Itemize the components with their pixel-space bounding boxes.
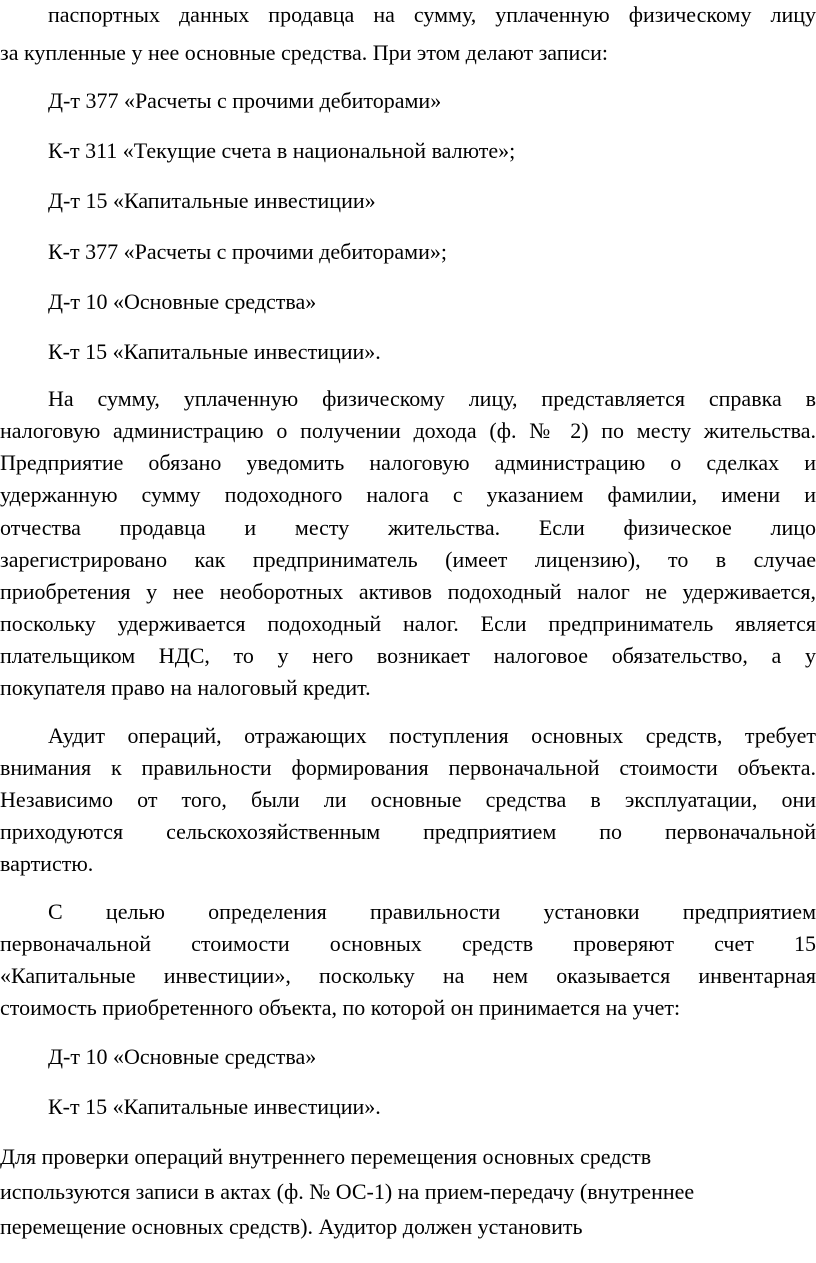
paragraph-line: Предприятие обязано уведомить налоговую администрацию о сделках и [0,450,816,475]
paragraph-line: поскольку удерживается подоходный налог. Если предприниматель является [0,611,816,636]
accounting-entry: К-т 15 «Капитальные инвестиции». [48,1094,381,1119]
accounting-entry: Д-т 15 «Капитальные инвестиции» [48,188,376,213]
paragraph-line: внимания к правильности формирования первоначальной стоимости объекта. [0,755,816,780]
accounting-entry: К-т 15 «Капитальные инвестиции». [48,339,381,364]
paragraph-line: приобретения у нее необоротных активов подоходный налог не удерживается, [0,579,816,604]
paragraph-line: стоимость приобретенного объекта, по которой он принимается на учет: [0,995,681,1020]
paragraph-line: первоначальной стоимости основных средств проверяют счет 15 [0,931,816,956]
accounting-entry: К-т 311 «Текущие счета в национальной валюте»; [48,138,516,163]
accounting-entry: К-т 377 «Расчеты с прочими дебиторами»; [48,239,447,264]
paragraph-line: Аудит операций, отражающих поступления основных средств, требует [48,723,816,748]
accounting-entry: Д-т 10 «Основные средства» [48,1044,317,1069]
paragraph-line: покупателя право на налоговый кредит. [0,675,371,700]
paragraph-line: Для проверки операций внутреннего перемещения основных средств [0,1144,652,1169]
paragraph-line: На сумму, уплаченную физическому лицу, представляется справка в [48,386,816,411]
paragraph-line: плательщиком НДС, то у него возникает налоговое обязательство, а у [0,643,816,668]
paragraph-line: Независимо от того, были ли основные средства в эксплуатации, они [0,787,816,812]
paragraph-line: удержанную сумму подоходного налога с указанием фамилии, имени и [0,482,816,507]
paragraph-line: налоговую администрацию о получении дохода (ф. № 2) по месту жительства. [0,418,816,443]
accounting-entry: Д-т 377 «Расчеты с прочими дебиторами» [48,88,442,113]
paragraph-line: С целью определения правильности установки предприятием [48,899,816,924]
paragraph-line: «Капитальные инвестиции», поскольку на нем оказывается инвентарная [0,963,816,988]
paragraph-line: используются записи в актах (ф. № ОС-1) на прием-передачу (внутреннее [0,1179,695,1204]
paragraph-line: перемещение основных средств). Аудитор должен установить [0,1214,583,1239]
paragraph-line: паспортных данных продавца на сумму, уплаченную физическому лицу [48,2,816,27]
paragraph-line: отчества продавца и месту жительства. Если физическое лицо [0,515,816,540]
paragraph-line: за купленные у нее основные средства. При этом делают записи: [0,40,608,65]
accounting-entry: Д-т 10 «Основные средства» [48,289,317,314]
paragraph-line: вартистю. [0,851,94,876]
paragraph-line: зарегистрировано как предприниматель (имеет лицензию), то в случае [0,547,816,572]
paragraph-line: приходуются сельскохозяйственным предприятием по первоначальной [0,819,816,844]
